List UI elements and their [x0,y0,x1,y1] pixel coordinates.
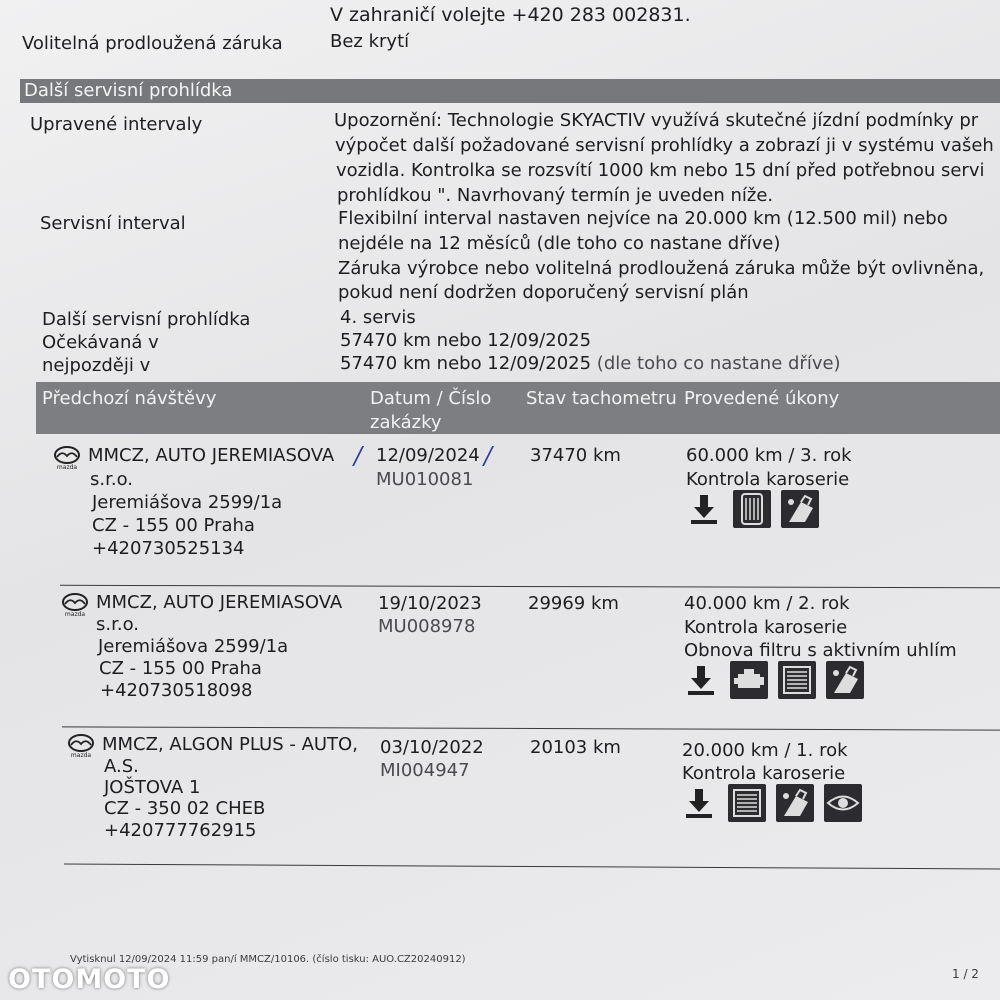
date-header-2: zakázky [370,412,442,433]
interval-line-1: Flexibilní interval nastaven nejvíce na 20.000 km (12.500 mil) nebo [338,208,948,229]
adjusted-line-3: vozidla. Kontrolka se rozsvítí 1000 km nebo 15 dní před potřebnou servi [336,160,985,181]
dealer-name: MMCZ, AUTO JEREMIASOVA [96,592,343,613]
next-service-header [20,79,1000,103]
warranty-label: Volitelná prodloužená záruka [22,33,283,54]
latest-note: (dle toho co nastane dříve) [596,353,841,374]
adjusted-intervals-label: Upravené intervaly [30,114,203,135]
eye-icon [824,784,862,822]
abroad-phone-text: V zahraničí volejte +420 283 002831. [330,4,691,26]
paint-bottle-icon [781,490,819,528]
adjusted-line-1: Upozornění: Technologie SKYACTIV využívá skutečné jízdní podmínky pr [334,110,979,131]
dealer-name: MMCZ, AUTO JEREMIASOVA [88,445,335,466]
visit-order-number: MU010081 [376,469,474,490]
visit-operation-1: 40.000 km / 2. rok [684,593,850,614]
visit-operation-1: 20.000 km / 1. rok [682,740,848,761]
operation-icons [685,490,819,528]
visit-odometer: 20103 km [530,737,621,758]
adjusted-line-2: výpočet další požadované servisní prohlídky a zobrazí ji v systému vašeh [335,135,994,156]
dealer-phone: +420730525134 [92,538,245,559]
otomoto-watermark: OTOMOTO [8,964,171,995]
dealer-phone: +420777762915 [104,820,257,841]
dealer-city: CZ - 155 00 Praha [92,515,255,536]
latest-value: 57470 km nebo 12/09/2025 [340,353,592,374]
dealer-street: JOŠTOVA 1 [104,777,201,798]
service-interval-label: Servisní interval [40,213,186,234]
expected-label: Očekávaná v [42,332,159,353]
warranty-value: Bez krytí [330,31,410,52]
operations-header: Provedené úkony [684,388,840,409]
visit-odometer: 29969 km [528,593,619,614]
visit-date: 19/10/2023 [378,593,482,614]
engine-icon [730,661,768,699]
print-info: Vytisknul 12/09/2024 11:59 pan/í MMCZ/10106. (číslo tisku: AUO.CZ20240912) [70,954,466,965]
interval-line-2: nejdéle na 12 měsíců (dle toho co nastane dříve) [338,233,781,254]
svg-text:mazda: mazda [64,611,86,617]
dealer-name-suffix: A.S. [104,756,139,777]
download-icon [682,661,720,699]
visit-odometer: 37470 km [530,445,621,466]
visit-date: 12/09/2024 [376,445,480,466]
pen-mark: / [484,442,493,470]
page-number: 1 / 2 [952,967,979,981]
dealer-name: MMCZ, ALGON PLUS - AUTO, [102,734,358,755]
visit-operation-2: Kontrola karoserie [686,469,850,490]
operation-icons [680,784,862,822]
pen-mark: / [354,442,363,470]
visit-order-number: MU008978 [378,616,476,637]
expected-value: 57470 km nebo 12/09/2025 [340,330,592,351]
dealer-city: CZ - 155 00 Praha [99,658,262,679]
svg-text:mazda: mazda [70,752,92,758]
visit-operation-1: 60.000 km / 3. rok [686,445,852,466]
date-header: Datum / Číslo [370,388,492,409]
dealer-name-suffix: s.r.o. [90,469,133,490]
paint-bottle-icon [776,784,814,822]
next-service-value: 4. servis [340,307,416,328]
latest-value-line [340,353,841,375]
mazda-logo-icon [52,446,82,470]
latest-label: nejpozději v [42,355,151,376]
mazda-logo-icon [60,593,90,617]
paint-bottle-icon [826,661,864,699]
download-icon [680,784,718,822]
previous-visits-header: Předchozí návštěvy [42,388,217,409]
dealer-phone: +420730518098 [100,680,253,701]
dealer-city: CZ - 350 02 CHEB [104,798,266,819]
row-divider [62,726,1000,730]
grille-filter-icon [778,661,816,699]
odometer-header: Stav tachometru [526,388,677,409]
row-divider [60,585,1000,588]
visit-operation-2: Kontrola karoserie [682,763,846,784]
svg-text:mazda: mazda [56,464,78,470]
next-service-label: Další servisní prohlídka [42,309,251,330]
grille-filter-icon [728,784,766,822]
visit-operation-3: Obnova filtru s aktivním uhlím [684,640,957,661]
visit-date: 03/10/2022 [380,737,484,758]
adjusted-line-4: prohlídkou ". Navrhovaný termín je uveden níže. [337,185,774,206]
visit-operation-2: Kontrola karoserie [684,617,848,638]
row-divider [64,864,1000,870]
dealer-name-suffix: s.r.o. [96,614,139,635]
next-service-header-text: Další servisní prohlídka [24,80,233,101]
download-icon [685,490,723,528]
visit-order-number: MI004947 [380,760,470,781]
mazda-logo-icon [66,734,96,758]
filter-icon [733,490,771,528]
dealer-street: Jeremiášova 2599/1a [98,636,289,657]
dealer-street: Jeremiášova 2599/1a [92,492,283,513]
interval-line-4: pokud není dodržen doporučený servisní plán [338,282,749,303]
operation-icons [682,661,864,699]
interval-line-3: Záruka výrobce nebo volitelná prodloužená záruka může být ovlivněna, [338,258,985,279]
